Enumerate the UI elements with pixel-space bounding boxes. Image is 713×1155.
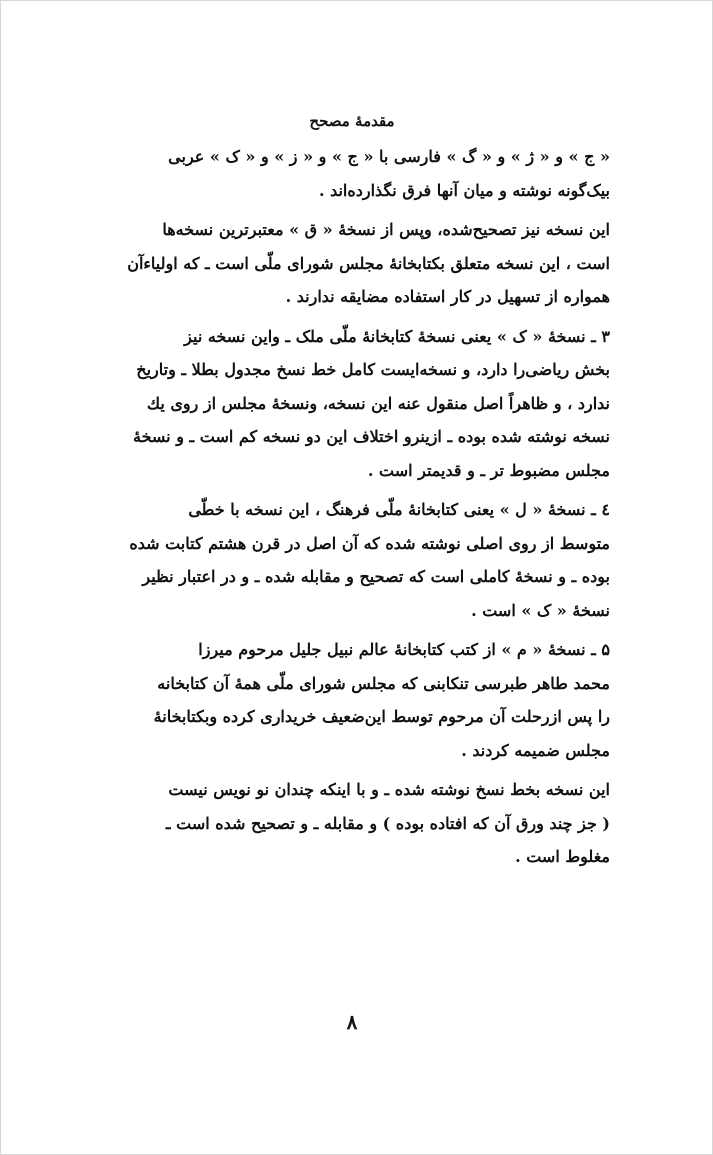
running-head: مقدمهٔ مصحح <box>309 112 395 130</box>
paragraph <box>94 213 610 314</box>
paragraph <box>94 633 610 767</box>
text-line: مغلوط است . <box>515 847 610 866</box>
text-line: مجلس مضبوط تر ـ و قدیمتر است . <box>367 460 610 480</box>
text-line: ٤ ـ نسخهٔ « ل » یعنی کتابخانهٔ ملّی فرهنگ ، این نسخه با خطّی <box>188 500 610 519</box>
text-line: ۵ ـ نسخهٔ « م » از کتب کتابخانهٔ عالم نبیل جلیل مرحوم میرزا <box>198 640 610 659</box>
text-line: ۳ ـ نسخهٔ « ک » یعنی نسخهٔ کتابخانهٔ ملّی ملک ـ واین نسخه نیز <box>184 326 610 346</box>
text-line: بیک‌گونه نوشته و میان آنها فرق نگذارده‌اند . <box>318 180 610 200</box>
text-line: را پس ازرحلت آن مرحوم توسط این‌ضعیف خریداری کرده وبکتابخانهٔ <box>153 707 610 726</box>
text-line: ندارد ، و ظاهراً اصل منقول عنه این نسخه، ونسخهٔ مجلس از روی یك <box>146 393 610 413</box>
text-line: نسخهٔ « ک » است . <box>471 600 610 620</box>
paragraph <box>94 493 610 627</box>
text-line: است ، این نسخه متعلق بکتابخانهٔ مجلس شورای ملّی است ـ که اولیاءآن <box>127 253 610 273</box>
text-line: محمد طاهر طبرسی تنکابنی که مجلس شورای ملّی همهٔ آن کتابخانه <box>157 673 610 693</box>
text-line: این نسخه نیز تصحیح‌شده، وپس از نسخهٔ « ق » معتبرترین نسخه‌ها <box>162 220 610 239</box>
page-number: ۸ <box>346 1010 358 1034</box>
text-line: بخش ریاضی‌را دارد، و نسخه‌ایست کامل خط نسخ مجدول بطلا ـ وتاریخ <box>136 360 610 379</box>
text-line: نسخه نوشته شده بوده ـ ازینرو اختلاف این دو نسخه کم است ـ و نسخهٔ <box>133 427 610 446</box>
text-line: همواره از تسهیل در کار استفاده مضایقه ندارند . <box>285 287 610 306</box>
paragraph <box>94 773 610 874</box>
text-line: مجلس ضمیمه کردند . <box>461 740 610 760</box>
paragraph <box>94 140 610 207</box>
text-line: این نسخه بخط نسخ نوشته شده ـ و با اینکه چندان نو نویس نیست <box>168 780 610 799</box>
book-page <box>94 110 610 1034</box>
text-line: متوسط از روی اصلی نوشته شده که آن اصل در قرن هشتم کتابت شده <box>129 533 610 553</box>
text-line: بوده ـ و نسخهٔ کاملی است که تصحیح و مقابله شده ـ و در اعتبار نظیر <box>142 567 610 586</box>
text-line: « ج » و « ژ » و « گ » فارسی با « ج » و « ز » و « ک » عربی <box>168 147 610 166</box>
text-line: ( جز چند ورق آن که افتاده بوده ) و مقابله ـ و تصحیح شده است ـ <box>165 813 610 833</box>
paragraph <box>94 320 610 488</box>
